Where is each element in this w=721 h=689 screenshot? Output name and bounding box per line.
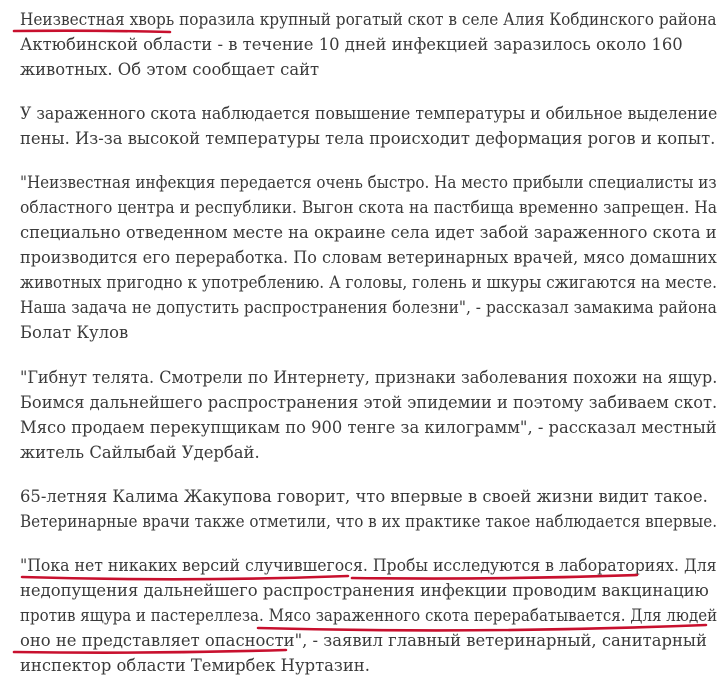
underline-no-versions <box>22 576 348 579</box>
p5-line1: 65-летняя Калима Жакупова говорит, что впервые в своей жизни видит такое. <box>20 487 708 506</box>
p4-line1: "Гибнут телята. Смотрели по Интернету, признаки заболевания похожи на ящур. <box>20 368 718 387</box>
p3-line1: "Неизвестная инфекция передается очень быстро. На место прибыли специалисты из <box>20 173 717 192</box>
p4-line2: Боимся дальнейшего распространения этой эпидемии и поэтому забиваем скот. <box>20 393 718 412</box>
underline-meat-processed <box>258 625 706 630</box>
p1-line2: Актюбинской области - в течение 10 дней инфекцией заразилось около 160 <box>20 35 683 54</box>
p2-line1: У зараженного скота наблюдается повышение температуры и обильное выделение <box>20 104 718 123</box>
p5-line2: Ветеринарные врачи также отметили, что в их практике такое наблюдается впервые. <box>20 512 718 531</box>
p1-line1: Неизвестная хворь поразила крупный рогатый скот в селе Алия Кобдинского района <box>20 10 717 29</box>
p6-line4: оно не представляет опасности", - заявил главный ветеринарный, санитарный <box>20 631 707 650</box>
p3-line4: производится его переработка. По словам ветеринарных врачей, мясо домашних <box>20 248 717 267</box>
p6-line3: против ящура и пастереллеза. Мясо зараженного скота перерабатывается. Для людей <box>20 606 718 625</box>
p6-line5: инспектор области Темирбек Нуртазин. <box>20 656 370 675</box>
p3-line2: областного центра и республики. Выгон скота на пастбища временно запрещен. На <box>20 198 718 217</box>
underline-samples-lab <box>352 575 637 579</box>
p3-line3: специально отведенном месте на окраине села идет забой зараженного скота и <box>20 223 717 242</box>
p6-line1: "Пока нет никаких версий случившегося. Пробы исследуются в лабораториях. Для <box>20 556 717 575</box>
p4-line3: Мясо продаем перекупщикам по 900 тенге за килограмм", - рассказал местный <box>20 418 717 437</box>
p2-line2: пены. Из-за высокой температуры тела происходит деформация рогов и копыт. <box>20 129 716 148</box>
p1-line3: животных. Об этом сообщает сайт <box>20 60 320 79</box>
p3-line7: Болат Кулов <box>20 323 129 342</box>
p3-line6: Наша задача не допустить распространения болезни", - рассказал замакима района <box>20 298 717 317</box>
p6-line2: недопущения дальнейшего распространения инфекции проводим вакцинацию <box>20 581 709 600</box>
underline-not-dangerous <box>14 650 286 653</box>
p4-line4: житель Сайлыбай Удербай. <box>20 443 260 462</box>
underline-unknown-disease <box>14 31 170 32</box>
p3-line5: животных пригодно к употреблению. А головы, голень и шкуры сжигаются на месте. <box>20 273 717 292</box>
